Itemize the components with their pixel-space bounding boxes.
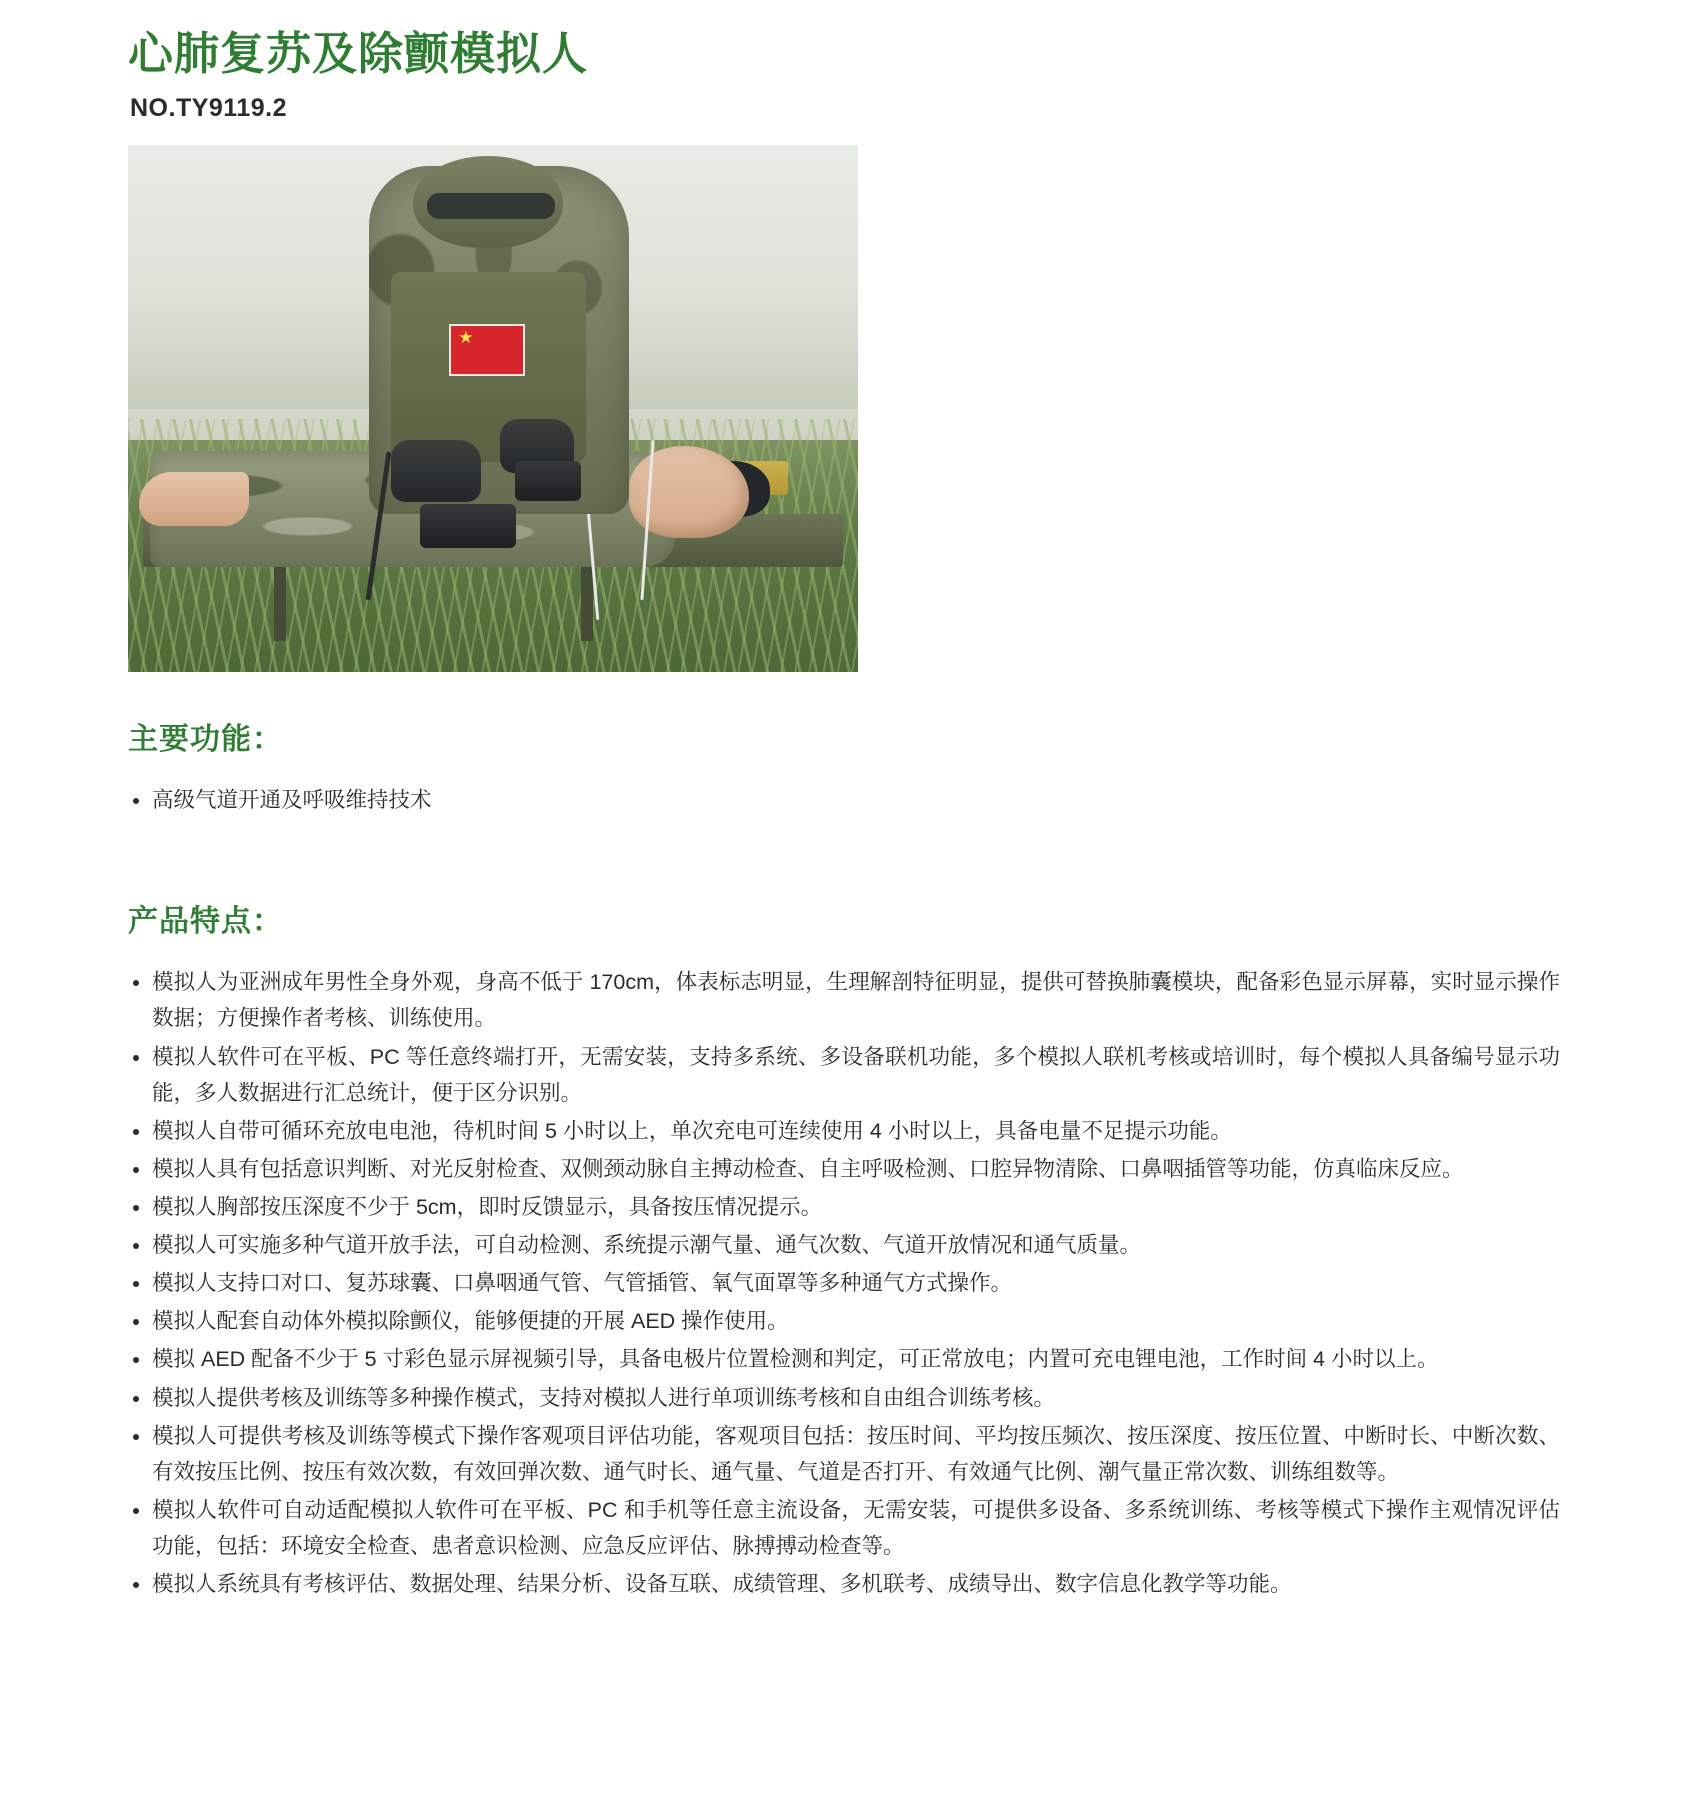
- features-list: [128, 964, 1560, 1602]
- list-item: 模拟人可实施多种气道开放手法，可自动检测、系统提示潮气量、通气次数、气道开放情况和通气质量。: [128, 1227, 1560, 1263]
- photo-glove: [391, 440, 481, 502]
- list-item: 高级气道开通及呼吸维持技术: [128, 782, 1560, 818]
- photo-stretcher-leg: [581, 556, 593, 640]
- photo-stretcher-leg: [274, 556, 286, 640]
- list-item: 模拟人支持口对口、复苏球囊、口鼻咽通气管、气管插管、氧气面罩等多种通气方式操作。: [128, 1265, 1560, 1301]
- list-item: 模拟人具有包括意识判断、对光反射检查、双侧颈动脉自主搏动检查、自主呼吸检测、口腔异物清除、口鼻咽插管等功能，仿真临床反应。: [128, 1151, 1560, 1187]
- list-item: 模拟人提供考核及训练等多种操作模式，支持对模拟人进行单项训练考核和自由组合训练考核。: [128, 1380, 1560, 1416]
- list-item: 模拟人为亚洲成年男性全身外观，身高不低于 170cm，体表标志明显，生理解剖特征明显，提供可替换肺囊模块，配备彩色显示屏幕，实时显示操作数据；方便操作者考核、训练使用。: [128, 964, 1560, 1036]
- features-heading: 产品特点：: [128, 905, 283, 939]
- photo-defib-paddle: [420, 504, 516, 548]
- photo-canvas: [128, 145, 858, 672]
- main-function-heading: 主要功能：: [128, 723, 283, 757]
- list-item: 模拟人自带可循环充放电电池，待机时间 5 小时以上，单次充电可连续使用 4 小时以上，具备电量不足提示功能。: [128, 1113, 1560, 1149]
- photo-defib-paddle: [515, 461, 581, 501]
- list-item: 模拟 AED 配备不少于 5 寸彩色显示屏视频引导，具备电极片位置检测和判定，可正常放电；内置可充电锂电池，工作时间 4 小时以上。: [128, 1341, 1560, 1377]
- photo-manikin-arm: [139, 472, 249, 526]
- list-item: 模拟人可提供考核及训练等模式下操作客观项目评估功能，客观项目包括：按压时间、平均按压频次、按压深度、按压位置、中断时长、中断次数、有效按压比例、按压有效次数，有效回弹次数、通气时长、通气量、气道是否打开、有效通气比例、潮气量正常次数、训练组数等。: [128, 1418, 1560, 1490]
- photo-flag-patch: [449, 324, 525, 376]
- list-item: 模拟人软件可自动适配模拟人软件可在平板、PC 和手机等任意主流设备，无需安装，可提供多设备、多系统训练、考核等模式下操作主观情况评估功能，包括：环境安全检查、患者意识检测、应急反应评估、脉搏搏动检查等。: [128, 1492, 1560, 1564]
- model-number: NO.TY9119.2: [130, 94, 287, 123]
- list-item: 模拟人软件可在平板、PC 等任意终端打开，无需安装，支持多系统、多设备联机功能，多个模拟人联机考核或培训时，每个模拟人具备编号显示功能，多人数据进行汇总统计，便于区分识别。: [128, 1039, 1560, 1111]
- features-section: [128, 896, 1700, 1602]
- product-photo: [128, 145, 858, 672]
- main-function-section: [128, 714, 1700, 818]
- list-item: 模拟人系统具有考核评估、数据处理、结果分析、设备互联、成绩管理、多机联考、成绩导出、数字信息化教学等功能。: [128, 1566, 1560, 1602]
- photo-goggles: [427, 193, 555, 219]
- title-block: [0, 0, 1700, 123]
- page-title: 心肺复苏及除颤模拟人: [128, 28, 589, 79]
- list-item: 模拟人配套自动体外模拟除颤仪，能够便捷的开展 AED 操作使用。: [128, 1303, 1560, 1339]
- main-function-list: [128, 782, 1560, 818]
- list-item: 模拟人胸部按压深度不少于 5cm，即时反馈显示，具备按压情况提示。: [128, 1189, 1560, 1225]
